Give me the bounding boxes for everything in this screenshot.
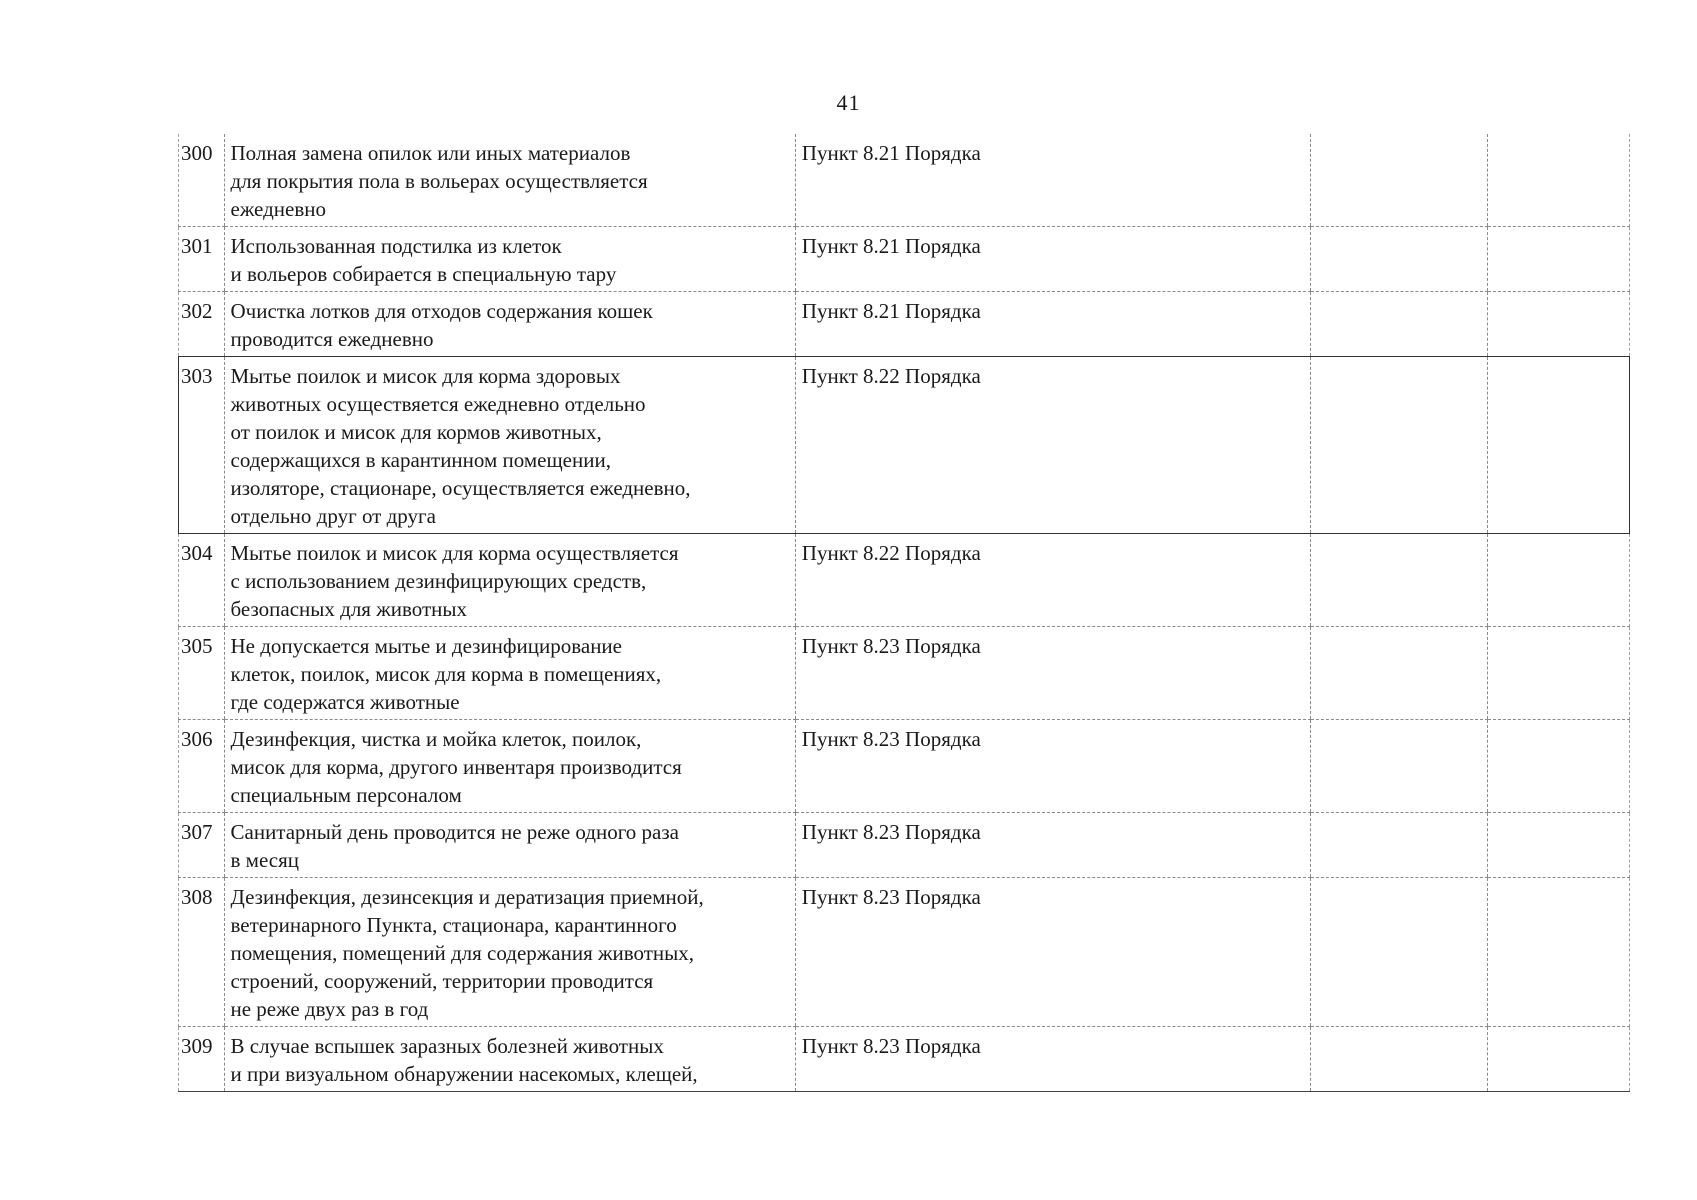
requirement-text: Мытье поилок и мисок для корма здоровых животных осуществяется ежедневно отдельно от поилок и мисок для кормов животных, содержащихся в карантинном помещении, изоляторе, стационаре, осуществляется ежедневно, отдельно друг от друга [224,357,795,534]
requirement-text: Полная замена опилок или иных материалов для покрытия пола в вольерах осуществляется ежедневно [224,134,795,227]
empty-cell [1488,627,1630,720]
requirement-text: Очистка лотков для отходов содержания кошек проводится ежедневно [224,292,795,357]
reference-text: Пункт 8.22 Порядка [795,534,1311,627]
row-number: 307 [179,813,225,878]
empty-cell [1311,878,1488,1027]
table-row [179,878,1630,1027]
empty-cell [1488,292,1630,357]
reference-text: Пункт 8.21 Порядка [795,134,1311,227]
empty-cell [1311,1027,1488,1092]
requirement-text: Санитарный день проводится не реже одного раза в месяц [224,813,795,878]
row-number: 306 [179,720,225,813]
row-number: 308 [179,878,225,1027]
requirement-text: Дезинфекция, чистка и мойка клеток, поилок, мисок для корма, другого инвентаря производится специальным персоналом [224,720,795,813]
table-row [179,292,1630,357]
requirement-text: В случае вспышек заразных болезней животных и при визуальном обнаружении насекомых, клещей, [224,1027,795,1092]
row-number: 309 [179,1027,225,1092]
empty-cell [1488,1027,1630,1092]
requirement-text: Не допускается мытье и дезинфицирование клеток, поилок, мисок для корма в помещениях, где содержатся животные [224,627,795,720]
table-row [179,357,1630,534]
reference-text: Пункт 8.21 Порядка [795,292,1311,357]
reference-text: Пункт 8.21 Порядка [795,227,1311,292]
empty-cell [1488,534,1630,627]
page-number: 41 [836,90,861,115]
row-number: 303 [179,357,225,534]
table-row [179,227,1630,292]
empty-cell [1311,534,1488,627]
empty-cell [1311,292,1488,357]
reference-text: Пункт 8.22 Порядка [795,357,1311,534]
empty-cell [1488,878,1630,1027]
row-number: 304 [179,534,225,627]
table-row [179,1027,1630,1092]
empty-cell [1488,720,1630,813]
table-row [179,627,1630,720]
empty-cell [1311,813,1488,878]
requirements-table [178,134,1630,1092]
requirement-text: Дезинфекция, дезинсекция и дератизация приемной, ветеринарного Пункта, стационара, карантинного помещения, помещений для содержания животных, строений, сооружений, территории проводится не реже двух раз в год [224,878,795,1027]
empty-cell [1311,134,1488,227]
reference-text: Пункт 8.23 Порядка [795,878,1311,1027]
row-number: 301 [179,227,225,292]
row-number: 305 [179,627,225,720]
table-row [179,813,1630,878]
table-row [179,534,1630,627]
row-number: 302 [179,292,225,357]
empty-cell [1488,813,1630,878]
empty-cell [1311,227,1488,292]
empty-cell [1488,227,1630,292]
reference-text: Пункт 8.23 Порядка [795,627,1311,720]
empty-cell [1488,134,1630,227]
empty-cell [1311,720,1488,813]
empty-cell [1311,357,1488,534]
empty-cell [1311,627,1488,720]
requirement-text: Мытье поилок и мисок для корма осуществляется с использованием дезинфицирующих средств, безопасных для животных [224,534,795,627]
reference-text: Пункт 8.23 Порядка [795,813,1311,878]
requirement-text: Использованная подстилка из клеток и вольеров собирается в специальную тару [224,227,795,292]
reference-text: Пункт 8.23 Порядка [795,1027,1311,1092]
row-number: 300 [179,134,225,227]
reference-text: Пункт 8.23 Порядка [795,720,1311,813]
table-row [179,134,1630,227]
table-row [179,720,1630,813]
empty-cell [1488,357,1630,534]
